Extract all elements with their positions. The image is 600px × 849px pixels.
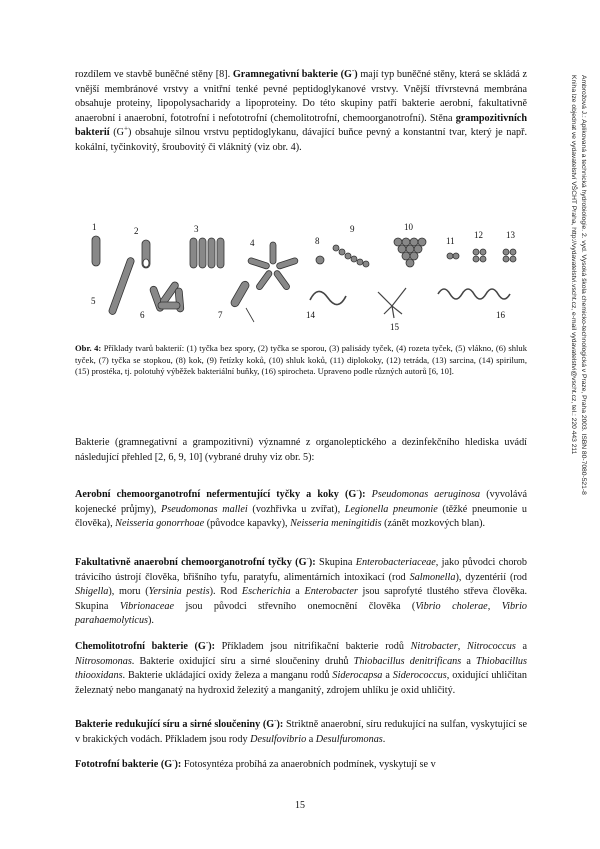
figure-caption — [75, 343, 527, 378]
shape-cocci-cluster — [394, 238, 426, 267]
side-citation-line2: Kniha lze objednat ve vydavatelství VŠCHT Praha, http://vydavatelstvi.vscht.cz, e-mail vydavatelstvi@vscht.cz, tel.: 220 443 211 — [570, 75, 577, 455]
species-name: Escherichia — [241, 586, 291, 598]
figure-label-10: 10 — [404, 222, 413, 232]
text-run: a — [290, 586, 305, 598]
sulfur-reducing-heading: Bakterie redukující síru a sirné sloučeniny (G — [75, 719, 275, 730]
figure-label-1: 1 — [92, 222, 97, 232]
text-run: a — [461, 655, 477, 667]
aerobic-sup: - — [356, 486, 359, 495]
sulfur-reducing-heading-end: ): — [276, 719, 284, 730]
shape-rod — [92, 236, 100, 266]
side-citation — [552, 75, 588, 515]
species-name: Thiobacillus thiooxidans — [75, 655, 527, 682]
aerobic-heading-end: ): — [358, 489, 366, 500]
figure-label-8: 8 — [315, 236, 320, 246]
species-name: Desulfuromonas — [315, 733, 383, 745]
shape-prosteca — [378, 288, 406, 318]
figure-label-9: 9 — [350, 224, 355, 234]
phototrophic-sup: - — [172, 756, 175, 765]
text-run: a — [306, 733, 316, 745]
figure-label-12: 12 — [474, 230, 483, 240]
text-run: , jako původci chorob trávicího ústrojí člověka, břišního tyfu, paratyfu, alimentárních intoxikací (rod — [75, 557, 527, 583]
figure-label-7: 7 — [218, 310, 223, 320]
figure-label-14: 14 — [306, 310, 315, 320]
text-run: (vyvolává kojenecké průjmy), — [75, 489, 527, 515]
text-run: Striktně anaerobní, síru redukující na sulfan, vyskytující se v brakických vodách. Příkladem jsou rody — [75, 719, 527, 745]
facultative-sup: - — [306, 554, 309, 563]
text-run: . — [382, 733, 386, 745]
species-name: Enterobacter — [304, 586, 358, 598]
species-name: Shigella — [75, 586, 109, 598]
intro-text-4: ) obsahuje silnou vrstvu peptidoglykanu, dávající buňce pevný a konstantní tvar, který je např. kokální, tyčinkovitý, šroubovitý či vláknitý (viz obr. 4). — [75, 127, 528, 153]
shape-stalked-rod — [230, 280, 254, 322]
text-run: jsou saprofyté tlustého střeva člověka. Skupina — [75, 586, 528, 612]
gram-negative-term: Gramnegativní bakterie (G — [232, 69, 352, 80]
shape-diplococci — [447, 253, 459, 259]
text-run: Příkladem jsou nitrifikační bakterie rodů — [215, 641, 411, 652]
species-name: Nitrosomonas — [75, 655, 132, 667]
species-name: Neisseria gonorrhoae — [115, 518, 205, 530]
text-run: (těžké pneumonie u člověka), — [75, 503, 528, 530]
text-run: ). Rod — [209, 586, 242, 598]
page-number: 15 — [295, 800, 305, 811]
text-run: , — [457, 641, 467, 652]
figure-label-3: 3 — [194, 224, 199, 234]
text-run: (původce kapavky), — [204, 518, 291, 530]
facultative-heading-end: ): — [308, 557, 316, 568]
text-run: . Bakterie ukládající oxidy železa a manganu rodů — [122, 670, 333, 682]
intro-paragraph — [75, 68, 527, 156]
overview-paragraph: Bakterie (gramnegativní a grampozitivní) významné z organoleptického a dezinfekčního hlediska uvádí následující přehled [2, 6, 9, 10] (vybrané druhy viz obr. 5): — [75, 437, 527, 463]
chemolithotrophic-sup: - — [205, 638, 209, 647]
shape-palisade-1 — [190, 238, 197, 268]
gram-positive-term: grampozitivních bakterií — [75, 112, 527, 139]
gram-negative-term-end: ) — [354, 69, 358, 80]
caption-label: Obr. 4: — [75, 343, 102, 353]
species-name: Vibrio cholerae, Vibrio parahaemolyticus — [75, 600, 527, 627]
intro-text-1: rozdílem ve stavbě buněčné stěny [8]. — [75, 69, 233, 80]
figure-label-13: 13 — [506, 230, 515, 240]
figure-label-4: 4 — [250, 238, 255, 248]
species-name: Legionella pneumonie — [344, 503, 438, 515]
species-name: Salmonella — [409, 571, 456, 583]
shape-coccus — [316, 256, 324, 264]
shape-spirillum — [310, 291, 346, 304]
text-run: . Bakterie oxidující síru a sirné sloučeniny druhů — [131, 655, 354, 667]
text-run: ), moru ( — [108, 586, 149, 598]
chemolithotrophic-paragraph — [75, 640, 527, 698]
shape-spore — [143, 259, 149, 267]
shape-filament — [108, 257, 135, 316]
shape-palisade-3 — [208, 238, 215, 268]
species-name: Nitrococcus — [466, 641, 516, 652]
facultative-paragraph — [75, 556, 527, 629]
text-run: (zánět mozkových blan). — [381, 518, 486, 530]
species-name: Pseudomonas mallei — [161, 503, 248, 515]
figure-label-5: 5 — [91, 296, 96, 306]
text-run: a — [382, 670, 393, 682]
figure-label-15: 15 — [390, 322, 399, 332]
phototrophic-heading: Fototrofní bakterie (G — [75, 759, 173, 770]
shape-sarcina — [503, 249, 516, 262]
species-name: Neisseria meningitidis — [290, 518, 382, 530]
gram-positive-sup: + — [123, 124, 128, 133]
gram-negative-sup: - — [351, 66, 355, 75]
species-name: Siderocapsa — [332, 670, 383, 682]
aerobic-heading: Aerobní chemoorganotrofní nefermentující tyčky a koky (G — [75, 489, 357, 500]
figure-label-16: 16 — [496, 310, 505, 320]
facultative-heading: Fakultativně anaerobní chemoorganotrofní tyčky (G — [75, 557, 307, 568]
species-name: Desulfovibrio — [250, 733, 307, 745]
intro-text-2: mají typ buněčné stěny, která se skládá z vnější membránové vrstvy a vnitřní tenké pevné peptidoglykanové vrstvy. Vnější třívrstevná membrána obsahuje proteiny, lipopolysacharidy a lipoproteiny. Do této skupiny patří bakterie aerobní, fakultativně anaerobní i anaerobní, fototrofní i nefototrofní (chemolitotrofní, chemoorganotrofní). Stěna — [75, 69, 527, 124]
text-run: , oxidující uhličitan železnatý nebo manganatý na hydroxid železitý a manganitý, zdrojem uhlíku je oxid uhličitý. — [75, 670, 527, 696]
shape-spirochete — [438, 289, 510, 299]
species-name: Thiobacillus denitrificans — [353, 655, 462, 667]
species-name: Vibrionaceae — [119, 600, 174, 612]
shape-rod-cluster — [149, 281, 184, 313]
figure-label-11: 11 — [446, 236, 455, 246]
species-name: Yersinia pestis — [148, 586, 210, 598]
text-run: Skupina — [315, 557, 356, 568]
species-name: Nitrobacter — [410, 641, 458, 652]
text-run: Fotosyntéza probíhá za anaerobních podmínek, vyskytují se v — [181, 759, 436, 770]
figure-label-6: 6 — [140, 310, 145, 320]
chemolithotrophic-heading-end: ): — [208, 641, 216, 652]
side-citation-line1: Ambrožová J.: Aplikovaná a technická hydrobiologie. 2. vyd. Vysoká škola chemicko-technologická v Praze, Praha 2003. ISBN 80-7080-521-8 — [580, 75, 587, 495]
shape-cocci-chain — [333, 245, 369, 267]
sulfur-reducing-paragraph — [75, 718, 527, 747]
aerobic-paragraph — [75, 488, 527, 532]
figure-label-2: 2 — [134, 226, 139, 236]
text-run: a — [515, 641, 528, 652]
chemolithotrophic-heading: Chemolitotrofní bakterie (G — [75, 641, 206, 652]
bacteria-shapes-figure — [78, 218, 528, 338]
shape-palisade-2 — [199, 238, 206, 268]
text-run: ). — [148, 615, 154, 627]
sulfur-reducing-sup: - — [274, 716, 277, 725]
text-run: ), dyzentérií (rod — [455, 571, 527, 583]
text-run: (vozhřivka u zvířat), — [247, 503, 345, 515]
shape-rosette — [247, 242, 298, 291]
text-run: jsou původci střevního onemocnění člověka ( — [174, 600, 416, 612]
intro-text-3: (G — [109, 127, 124, 139]
species-name: Siderococcus — [392, 670, 447, 682]
phototrophic-heading-end: ): — [174, 759, 182, 770]
shape-tetrad — [473, 249, 486, 262]
shape-palisade-4 — [217, 238, 224, 268]
phototrophic-paragraph — [75, 758, 527, 773]
species-name: Enterobacteriaceae — [355, 557, 436, 568]
species-name: Pseudomonas aeruginosa — [371, 489, 481, 500]
caption-text: Příklady tvarů bakterií: (1) tyčka bez spory, (2) tyčka se sporou, (3) palisády tyček, (4) rozeta tyček, (5) vlákno, (6) shluk tyček, (7) tyčka se stopkou, (8) kok, (9) řetízky koků, (10) shluk koků, (11) diplokoky, (12) tetráda, (13) sarcina, (14) spirilum, (15) prostéka, tj. polotuhý výběžek bakteriální buňky, (16) spirocheta. Upraveno podle různých autorů [6, 10]. — [75, 343, 527, 377]
